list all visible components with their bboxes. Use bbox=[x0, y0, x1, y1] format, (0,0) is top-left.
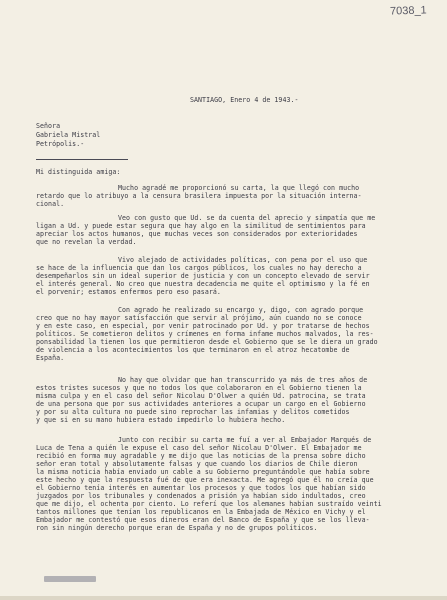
paragraph-line: de violencia a los acontecimientos los que terminaron en el atroz hecatombe de bbox=[36, 346, 350, 354]
paragraph-line: creo que no hay mayor satisfacción que servir al prójimo, aún cuando no se conoce bbox=[36, 314, 362, 322]
separator-line bbox=[36, 159, 128, 160]
archive-annotation: 7038_1 bbox=[390, 4, 428, 18]
paragraph-line: Embajador me contestó que esos dineros eran del Banco de España y que se los lleva- bbox=[36, 516, 370, 524]
paragraph-line: la misma noticia había enviado un cable a su Gobierno preguntándole que había sobre bbox=[36, 468, 370, 476]
paragraph-line: España. bbox=[36, 354, 65, 362]
paragraph-line: Junto con recibir su carta me fuí a ver al Embajador Marqués de bbox=[118, 436, 372, 444]
paragraph-line: el porvenir; estamos enfermos pero eso pasará. bbox=[36, 288, 221, 296]
paragraph-line: retardo que lo atribuyo a la censura brasilera impuesta por la situación interna- bbox=[36, 192, 362, 200]
recipient-title: Señora bbox=[36, 122, 61, 130]
paragraph-line: señor eran total y absolutamente falsas y que cuando los diarios de Chile dieron bbox=[36, 460, 358, 468]
paragraph-line: que me dijo, el ochenta por ciento. Lo referí que los alemanes habían sustraído veinti bbox=[36, 500, 382, 508]
paragraph-line: ron sin ningún derecho porque eran de España y no de grupos políticos. bbox=[36, 524, 318, 532]
paragraph-line: políticos. Se cometieron delitos y crímenes en forma infame muchos malvados, la res- bbox=[36, 330, 374, 338]
paragraph-line: Luca de Tena a quién le expuse el caso del señor Nicolau D'Olwer. El Embajador me bbox=[36, 444, 362, 452]
ink-smudge bbox=[44, 576, 96, 582]
paragraph-line: No hay que olvidar que han transcurrido ya más de tres años de bbox=[118, 376, 368, 384]
paragraph-line: el Gobierno tenía interés en aumentar los procesos y que todos los que habían sido bbox=[36, 484, 366, 492]
date-line: SANTIAGO, Enero 4 de 1943.- bbox=[190, 96, 299, 104]
paragraph-line: apreciar los actos humanos, que muchas veces son considerados por exterioridades bbox=[36, 230, 358, 238]
paragraph-line: ponsabilidad la tienen los que permitieron desde el Gobierno que se le diera un grado bbox=[36, 338, 378, 346]
paragraph-line: que no revelan la verdad. bbox=[36, 238, 137, 246]
paragraph-line: ligan a Ud. y puede estar segura que hay algo en la similitud de sentimientos para bbox=[36, 222, 366, 230]
paragraph-line: y por su alta cultura no puede sino reprochar las infamias y delitos cometidos bbox=[36, 408, 350, 416]
paragraph-line: el interés general. No creo que nuestra decadencia me quite el optimismo y la fé en bbox=[36, 280, 370, 288]
paragraph-line: estos tristes sucesos y que no todos los que colaboraron en el Gobierno tienen la bbox=[36, 384, 362, 392]
salutation: Mi distinguida amiga: bbox=[36, 168, 121, 176]
page-edge bbox=[0, 596, 447, 600]
paragraph-line: cional. bbox=[36, 200, 65, 208]
recipient-name: Gabriela Mistral bbox=[36, 131, 101, 139]
recipient-city: Petrópolis.- bbox=[36, 140, 85, 148]
paragraph-line: este hecho y que la respuesta fué de que era inexacta. Me agregó que él no creía que bbox=[36, 476, 374, 484]
paragraph-line: Mucho agradé me proporcionó su carta, la que llegó con mucho bbox=[118, 184, 360, 192]
paragraph-line: misma culpa y en el caso del señor Nicolau D'Olwer a quién Ud. patrocina, se trata bbox=[36, 392, 366, 400]
paragraph-line: Vivo alejado de actividades políticas, con pena por el uso que bbox=[118, 256, 368, 264]
paragraph-line: Veo con gusto que Ud. se da cuenta del aprecio y simpatía que me bbox=[118, 214, 376, 222]
paragraph-line: desempeñarlos sin un ideal superior de justicia y con un concepto elevado de servir bbox=[36, 272, 370, 280]
paragraph-line: y que si en su mano hubiera estado impedirlo lo hubiera hecho. bbox=[36, 416, 286, 424]
paragraph-line: Con agrado he realizado su encargo y, digo, con agrado porque bbox=[118, 306, 364, 314]
paragraph-line: recibió en forma muy agradable y me dijo que las noticias de la prensa sobre dicho bbox=[36, 452, 366, 460]
paragraph-line: tantos millones que tenían los republicanos en la Embajada de México en Vichy y el bbox=[36, 508, 366, 516]
paragraph-line: juzgados por los tribunales y condenados a prisión ya habían sido indultados, creo bbox=[36, 492, 366, 500]
paragraph-line: se hace de la influencia que dan los cargos públicos, los cuales no hay derecho a bbox=[36, 264, 362, 272]
paragraph-line: y en este caso, en especial, por venir patrocinado por Ud. y por tratarse de hechos bbox=[36, 322, 370, 330]
paragraph-line: de una persona que por sus actividades anteriores a ocupar un cargo en el Gobierno bbox=[36, 400, 366, 408]
